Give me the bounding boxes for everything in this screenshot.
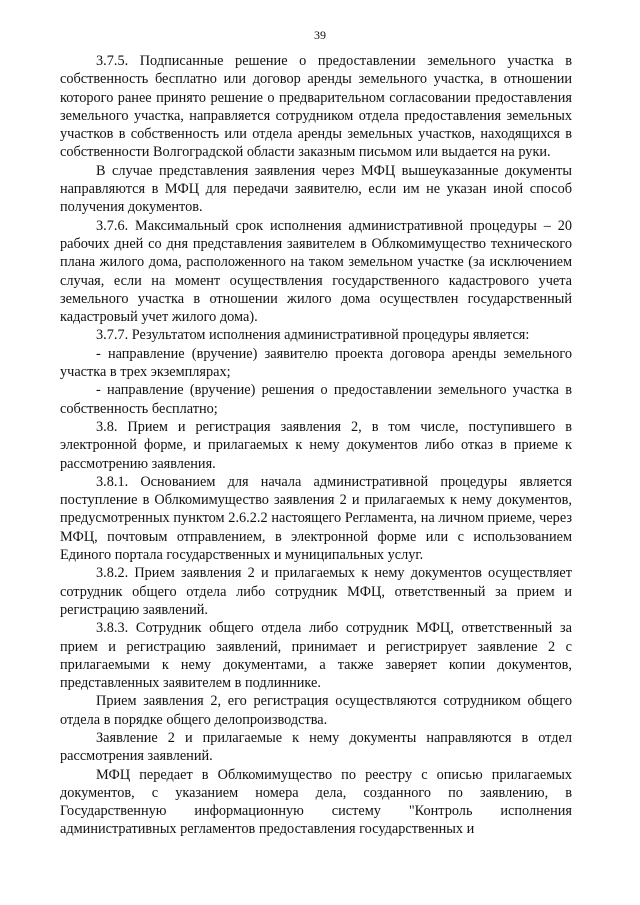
document-body — [60, 52, 572, 839]
paragraph-3-7-6: 3.7.6. Максимальный срок исполнения административной процедуры – 20 рабочих дней со дня представления заявителем в Облкомимущество технического плана жилого дома, расположенного на таком земельном участке (за исключением случая, если на момент осуществления государственного кадастрового учета земельного участка в отношении жилого дома осуществлен государственный кадастровый учет жилого дома). — [60, 217, 572, 326]
paragraph-3-8-1: 3.8.1. Основанием для начала административной процедуры является поступление в Облкомимущество заявления 2 и прилагаемых к нему документов, предусмотренных пунктом 2.6.2.2 настоящего Регламента, на личном приеме, через МФЦ, почтовым отправлением, в электронной форме или с использованием Единого портала государственных и муниципальных услуг. — [60, 473, 572, 564]
paragraph-3-7-5: 3.7.5. Подписанные решение о предоставлении земельного участка в собственность бесплатно или договор аренды земельного участка, в отношении которого ранее принято решение о предварительном согласовании предоставления земельного участка, направляется сотрудником отдела предоставления земельных участков в собственность или отдела аренды земельных участков, находящихся в собственности Волгоградской области заказным письмом или выдается на руки. — [60, 53, 572, 161]
paragraph-3-8-2: 3.8.2. Прием заявления 2 и прилагаемых к нему документов осуществляет сотрудник общего отдела либо сотрудник МФЦ, ответственный за прием и регистрацию заявлений. — [60, 565, 572, 618]
paragraph-forwarding: Заявление 2 и прилагаемые к нему документы направляются в отдел рассмотрения заявлений. — [60, 729, 572, 765]
paragraph-registration: Прием заявления 2, его регистрация осуществляются сотрудником общего отдела в порядке общего делопроизводства. — [60, 693, 572, 728]
page-number: 39 — [314, 28, 326, 42]
paragraph-3-8: 3.8. Прием и регистрация заявления 2, в том числе, поступившего в электронной форме, и прилагаемых к нему документов либо отказ в приеме к рассмотрению заявления. — [60, 418, 572, 472]
paragraph-3-7-7: 3.7.7. Результатом исполнения административной процедуры является: — [96, 327, 530, 344]
paragraph-3-8-3: 3.8.3. Сотрудник общего отдела либо сотрудник МФЦ, ответственный за прием и регистрацию заявлений, принимает и регистрирует заявление 2 с прилагаемыми к нему документами, а также заверяет копии документов, представленных заявителем в подлиннике. — [60, 620, 572, 692]
list-item-ownership-decision: - направление (вручение) решения о предоставлении земельного участка в собственность бесплатно; — [60, 382, 572, 417]
paragraph-mfc-transfer: МФЦ передает в Облкомимущество по реестру с описью прилагаемых документов, с указанием номера дела, созданного по заявлению, в Государственную информационную систему "Контроль исполнения административных регламентов предоставления государственных и — [60, 766, 572, 838]
list-item-lease-contract: - направление (вручение) заявителю проекта договора аренды земельного участка в трех экземплярах; — [60, 345, 572, 381]
paragraph-mfc-delivery: В случае представления заявления через МФЦ вышеуказанные документы направляются в МФЦ для передачи заявителю, если им не указан иной способ получения документов. — [60, 162, 572, 216]
